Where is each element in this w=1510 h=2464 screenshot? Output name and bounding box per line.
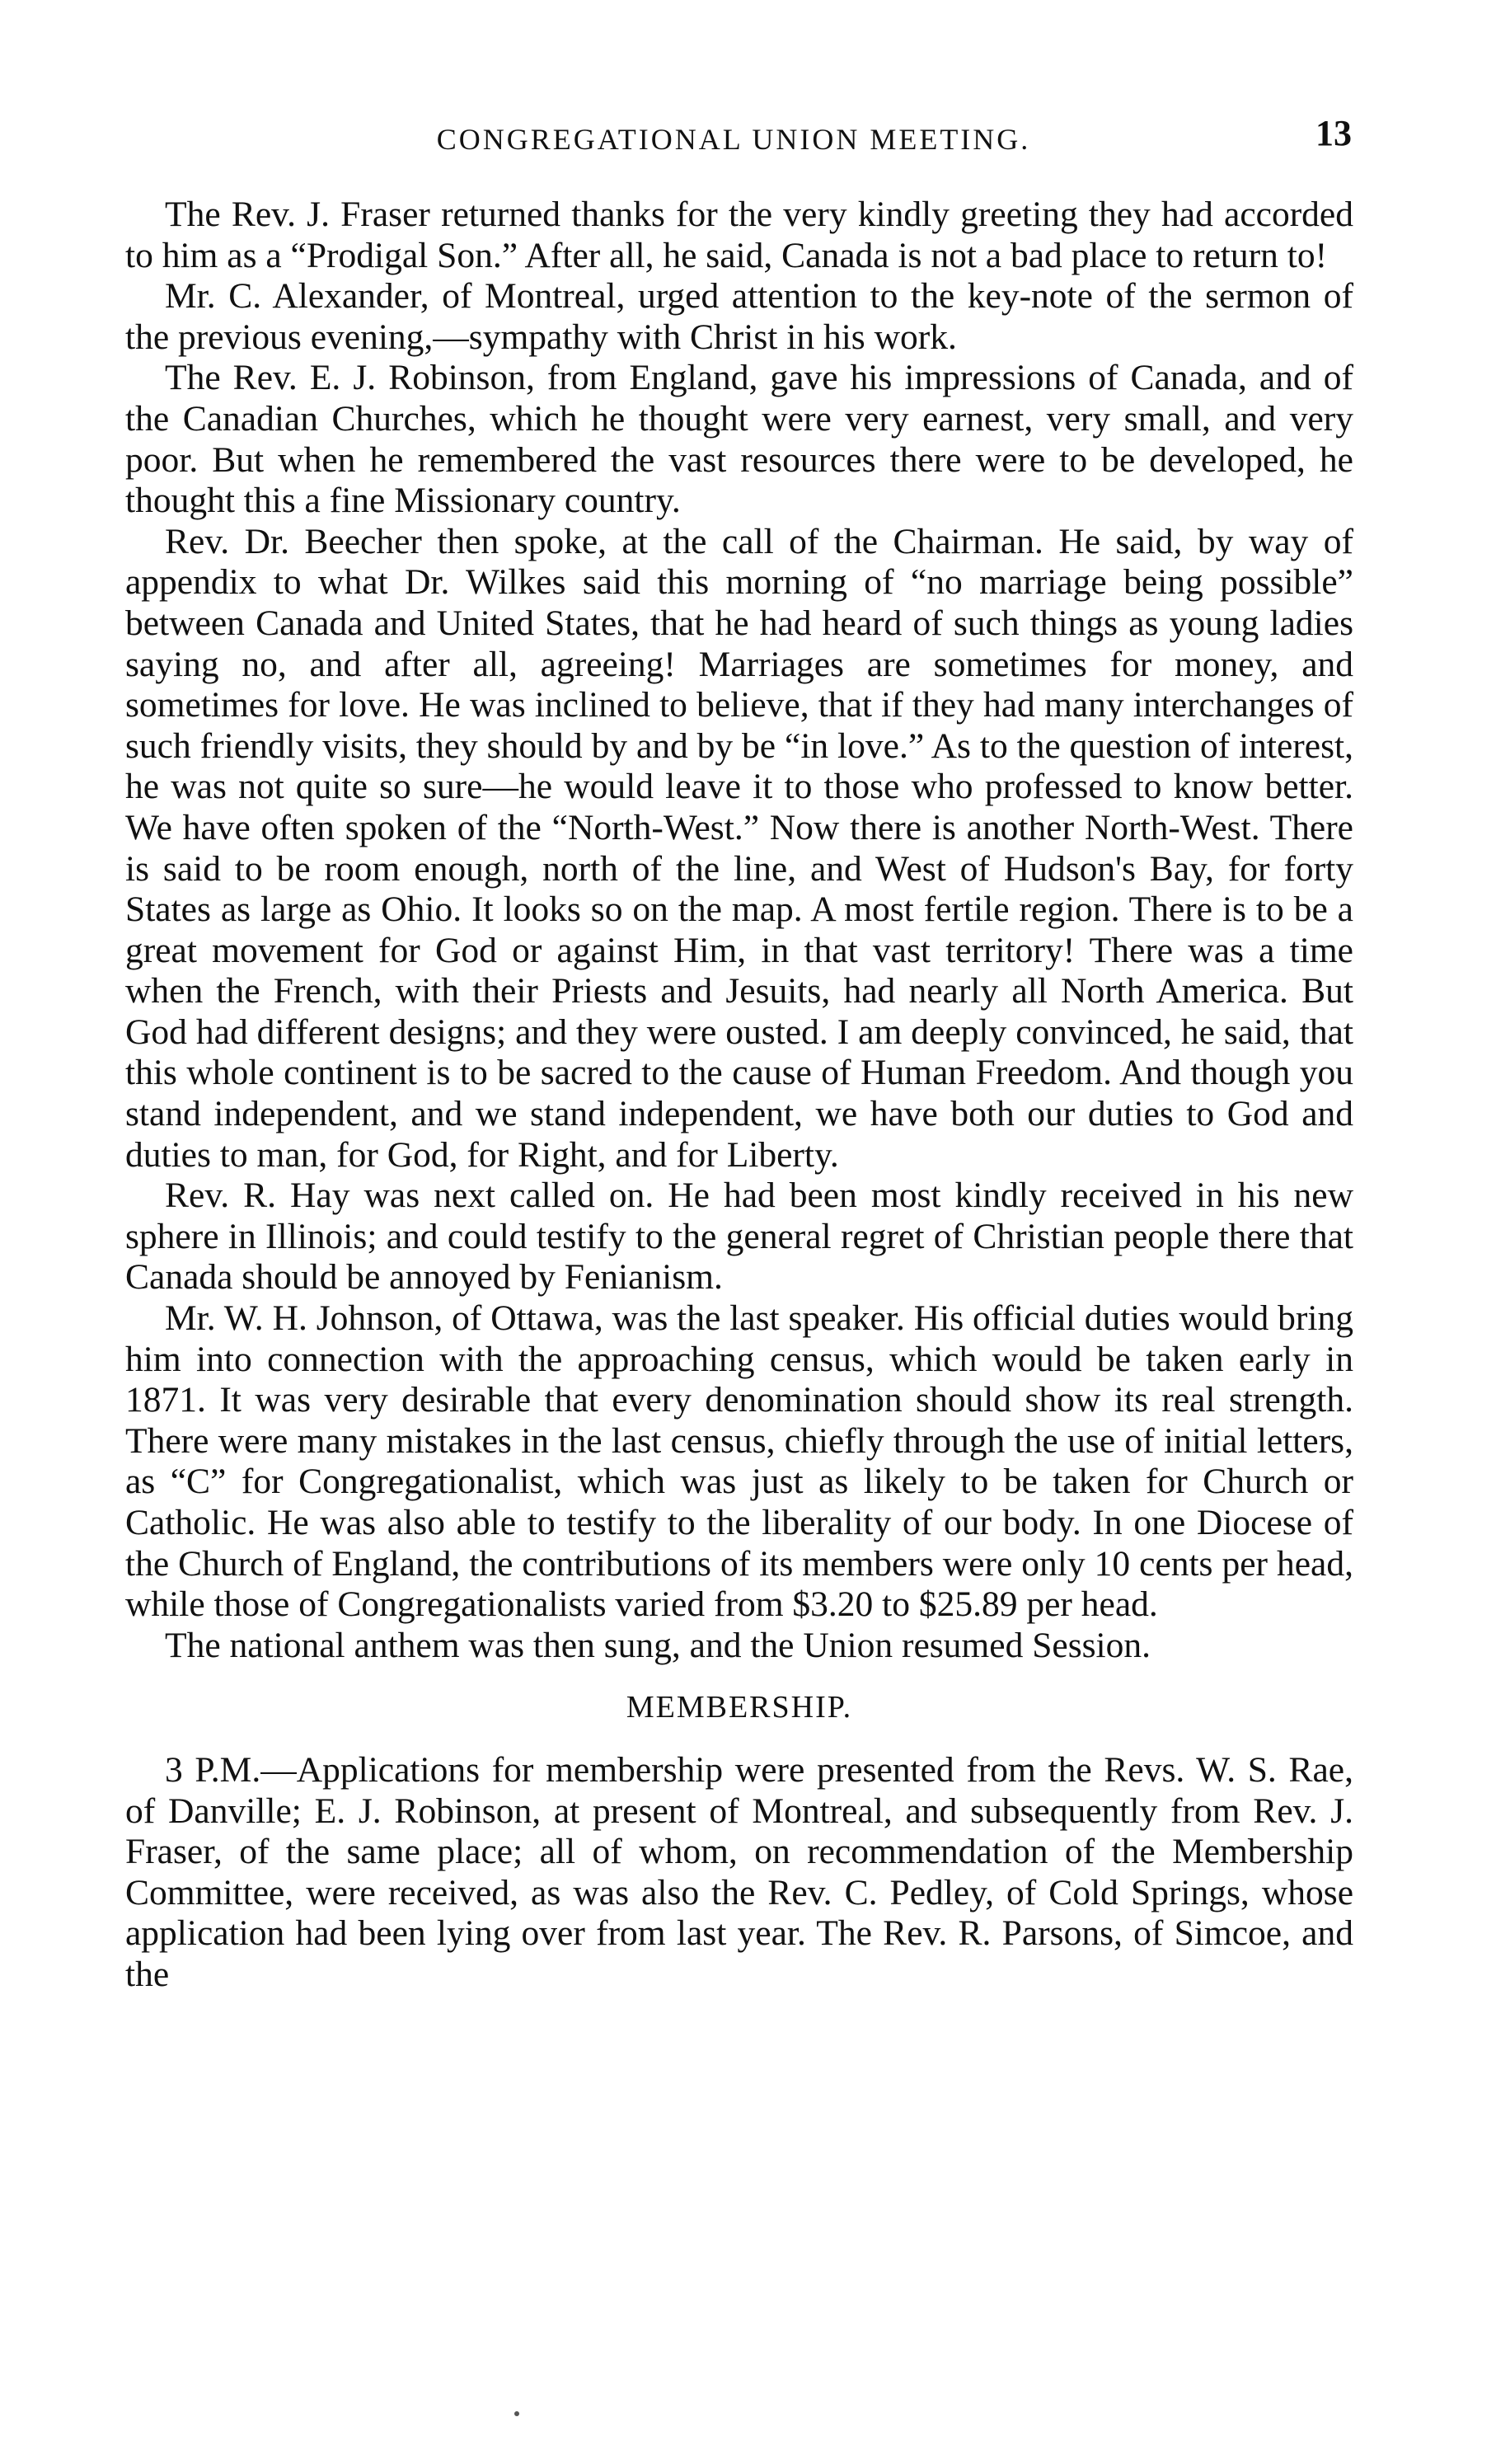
paragraph-fraser: The Rev. J. Fraser returned thanks for the very kindly greeting they had accorded to him as a “Prodigal Son.” After all, he said, Canada is not a bad place to return to! — [125, 195, 1353, 275]
body-text — [125, 195, 1353, 1996]
paragraph-johnson: Mr. W. H. Johnson, of Ottawa, was the last speaker. His official duties would bring him into connection with the approaching census, which would be taken early in 1871. It was very desirable that every denomination should show its real strength. There were many mistakes in the last census, chiefly through the use of initial letters, as “C” for Congregationalist, which was just as likely to be taken for Church or Catholic. He was also able to testify to the liberality of our body. In one Diocese of the Church of England, the contributions of its members were only 10 cents per head, while those of Congregationalists varied from $3.20 to $25.89 per head. — [125, 1298, 1353, 1625]
paragraph-robinson: The Rev. E. J. Robinson, from England, gave his impressions of Canada, and of the Canadian Churches, which he thought were very earnest, very small, and very poor. But when he remembered the vast resources there were to be developed, he thought this a fine Missionary country. — [125, 358, 1353, 521]
paragraph-beecher: Rev. Dr. Beecher then spoke, at the call of the Chairman. He said, by way of appendix to what Dr. Wilkes said this morning of “no marriage being possible” between Canada and United States, that he had heard of such things as young ladies saying no, and after all, agreeing! Marriages are sometimes for money, and sometimes for love. He was inclined to believe, that if they had many interchanges of such friendly visits, they should by and by be “in love.” As to the question of interest, he was not quite so sure—he would leave it to those who professed to know better. We have often spoken of the “North-West.” Now there is another North-West. There is said to be room enough, north of the line, and West of Hudson's Bay, for forty States as large as Ohio. It looks so on the map. A most fertile region. There is to be a great movement for God or against Him, in that vast territory! There was a time when the French, with their Priests and Jesuits, had nearly all North America. But God had different designs; and they were ousted. I am deeply convinced, he said, that this whole continent is to be sacred to the cause of Human Freedom. And though you stand independent, and we stand independent, we have both our duties to God and duties to man, for God, for Right, and for Liberty. — [125, 521, 1353, 1175]
page-number: 13 — [1315, 113, 1352, 153]
paragraph-anthem: The national anthem was then sung, and the Union resumed Session. — [165, 1625, 1151, 1665]
section-heading-membership: MEMBERSHIP. — [626, 1690, 853, 1725]
paragraph-alexander: Mr. C. Alexander, of Montreal, urged attention to the key-note of the sermon of the previous evening,—sympathy with Christ in his work. — [125, 276, 1353, 357]
page-speck — [514, 2411, 519, 2416]
running-head-title: CONGREGATIONAL UNION MEETING. — [436, 123, 1031, 156]
paragraph-hay: Rev. R. Hay was next called on. He had been most kindly received in his new sphere in Illinois; and could testify to the general regret of Christian people there that Canada should be annoyed by Fenianism. — [125, 1176, 1353, 1298]
paragraph-membership: 3 P.M.—Applications for membership were presented from the Revs. W. S. Rae, of Danville; E. J. Robinson, at present of Montreal, and subsequently from Rev. J. Fraser, of the same place; all of whom, on recommendation of the Membership Committee, were received, as was also the Rev. C. Pedley, of Cold Springs, whose application had been lying over from last year. The Rev. R. Parsons, of Simcoe, and the — [125, 1749, 1353, 1994]
running-head — [115, 115, 1352, 165]
